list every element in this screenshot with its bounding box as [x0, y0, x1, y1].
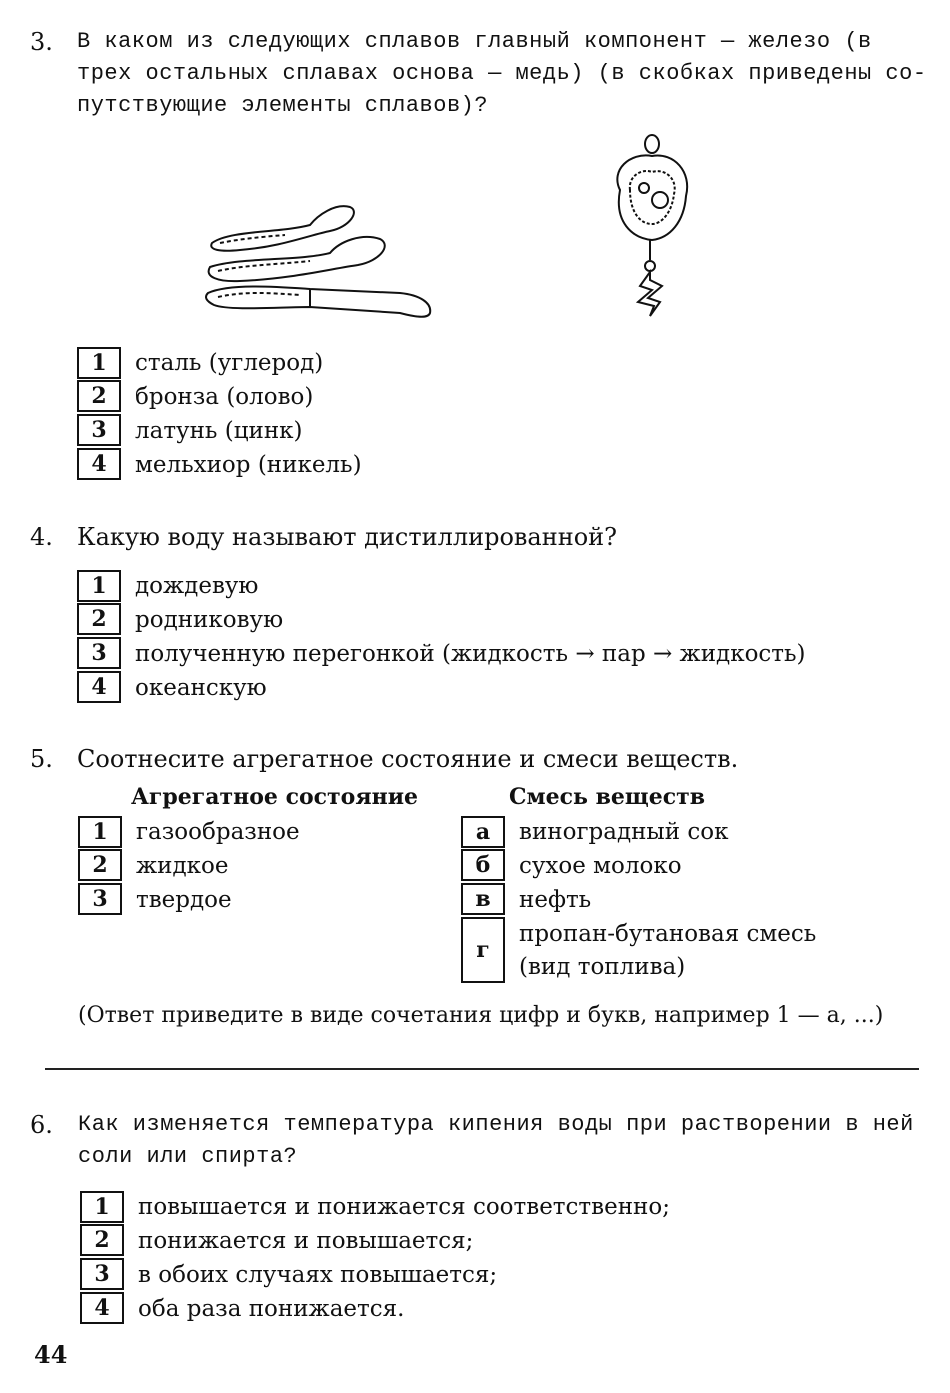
- option-label: твердое: [136, 887, 232, 913]
- option-label: полученную перегонкой (жидкость → пар → жидкость): [135, 641, 806, 667]
- option-label: сталь (углерод): [135, 350, 324, 376]
- option-label: мельхиор (никель): [135, 452, 362, 478]
- option-number-box[interactable]: 3: [77, 414, 121, 446]
- option-label: дождевую: [135, 573, 259, 599]
- option-label: оба раза понижается.: [138, 1296, 405, 1322]
- section-divider: [45, 1068, 919, 1070]
- option-number-box[interactable]: 2: [77, 380, 121, 412]
- question-6-option-4[interactable]: [80, 1292, 670, 1326]
- question-6-line-2: соли или спирта?: [78, 1144, 298, 1169]
- option-number-box[interactable]: 2: [77, 603, 121, 635]
- option-number-box[interactable]: 2: [80, 1224, 124, 1256]
- option-label: виноградный сок: [519, 819, 729, 845]
- question-6-option-3[interactable]: [80, 1258, 670, 1292]
- option-label: родниковую: [135, 607, 284, 633]
- question-5-state-2[interactable]: [78, 849, 300, 883]
- question-4-option-4[interactable]: [77, 671, 806, 705]
- question-3-line-3: путствующие элементы сплавов)?: [77, 93, 489, 118]
- option-label: океанскую: [135, 675, 267, 701]
- page-number: 44: [34, 1340, 68, 1369]
- question-5-left-options: [78, 815, 300, 917]
- option-number-box[interactable]: 4: [80, 1292, 124, 1324]
- option-number-box[interactable]: 1: [77, 570, 121, 602]
- question-3-line-1: В каком из следующих сплавов главный компонент — железо (в: [77, 29, 872, 54]
- knife: [206, 287, 430, 317]
- question-3-option-2[interactable]: [77, 380, 362, 414]
- option-label: понижается и повышается;: [138, 1228, 474, 1254]
- question-6-option-1[interactable]: [80, 1190, 670, 1224]
- question-5-state-1[interactable]: [78, 815, 300, 849]
- question-5-text: Соотнесите агрегатное состояние и смеси веществ.: [77, 745, 739, 773]
- option-letter-box[interactable]: а: [461, 816, 505, 848]
- question-3-option-1[interactable]: [77, 346, 362, 380]
- question-6-option-2[interactable]: [80, 1224, 670, 1258]
- option-label: газообразное: [136, 819, 300, 845]
- option-label: повышается и понижается соответственно;: [138, 1194, 670, 1220]
- spoon-1: [211, 206, 354, 251]
- question-6-line-1: Как изменяется температура кипения воды при растворении в ней: [78, 1112, 914, 1137]
- option-number-box[interactable]: 3: [80, 1258, 124, 1290]
- question-5-mixture-b[interactable]: [461, 849, 839, 883]
- option-letter-box[interactable]: г: [461, 917, 505, 983]
- option-label: жидкое: [136, 853, 229, 879]
- option-label: в обоих случаях повышается;: [138, 1262, 498, 1288]
- question-6-number: 6.: [30, 1111, 53, 1139]
- option-label: латунь (цинк): [135, 418, 303, 444]
- question-4-options: [77, 569, 806, 705]
- option-label: нефть: [519, 887, 592, 913]
- question-3-number: 3.: [30, 28, 53, 56]
- question-4-option-1[interactable]: [77, 569, 806, 603]
- question-3-line-2: трех остальных сплавах основа — медь) (в скобках приведены со-: [77, 61, 927, 86]
- option-letter-box[interactable]: в: [461, 883, 505, 915]
- question-5-state-3[interactable]: [78, 883, 300, 917]
- option-number-box[interactable]: 4: [77, 448, 121, 480]
- question-5-right-options: [461, 815, 839, 985]
- question-4-number: 4.: [30, 523, 53, 551]
- option-number-box[interactable]: 3: [77, 637, 121, 669]
- question-6-options: [80, 1190, 670, 1326]
- option-number-box[interactable]: 3: [78, 883, 122, 915]
- question-3-text: [77, 26, 927, 122]
- question-5-number: 5.: [30, 745, 53, 773]
- spoons-knife-illustration: [200, 195, 440, 325]
- column-header-mixture: Смесь веществ: [509, 784, 706, 810]
- option-label: бронза (олово): [135, 384, 314, 410]
- spoon-2: [209, 237, 385, 281]
- option-number-box[interactable]: 1: [78, 816, 122, 848]
- question-4-option-3[interactable]: [77, 637, 806, 671]
- question-6-text: [78, 1109, 920, 1173]
- option-number-box[interactable]: 2: [78, 849, 122, 881]
- question-3-options: [77, 346, 362, 482]
- option-number-box[interactable]: 4: [77, 671, 121, 703]
- option-label: сухое молоко: [519, 853, 682, 879]
- question-5-mixture-v[interactable]: [461, 883, 839, 917]
- option-letter-box[interactable]: б: [461, 849, 505, 881]
- option-number-box[interactable]: 1: [80, 1191, 124, 1223]
- pendant-illustration: [600, 130, 700, 320]
- question-3-option-4[interactable]: [77, 448, 362, 482]
- question-4-option-2[interactable]: [77, 603, 806, 637]
- option-number-box[interactable]: 1: [77, 347, 121, 379]
- answer-format-note: (Ответ приведите в виде сочетания цифр и букв, например 1 — а, ...): [78, 1003, 884, 1028]
- column-header-state: Агрегатное состояние: [131, 784, 419, 810]
- option-label: пропан-бутановая смесь (вид топлива): [519, 921, 817, 980]
- question-3-option-3[interactable]: [77, 414, 362, 448]
- question-4-text: Какую воду называют дистиллированной?: [77, 523, 618, 551]
- question-5-mixture-g[interactable]: [461, 917, 839, 985]
- question-5-mixture-a[interactable]: [461, 815, 839, 849]
